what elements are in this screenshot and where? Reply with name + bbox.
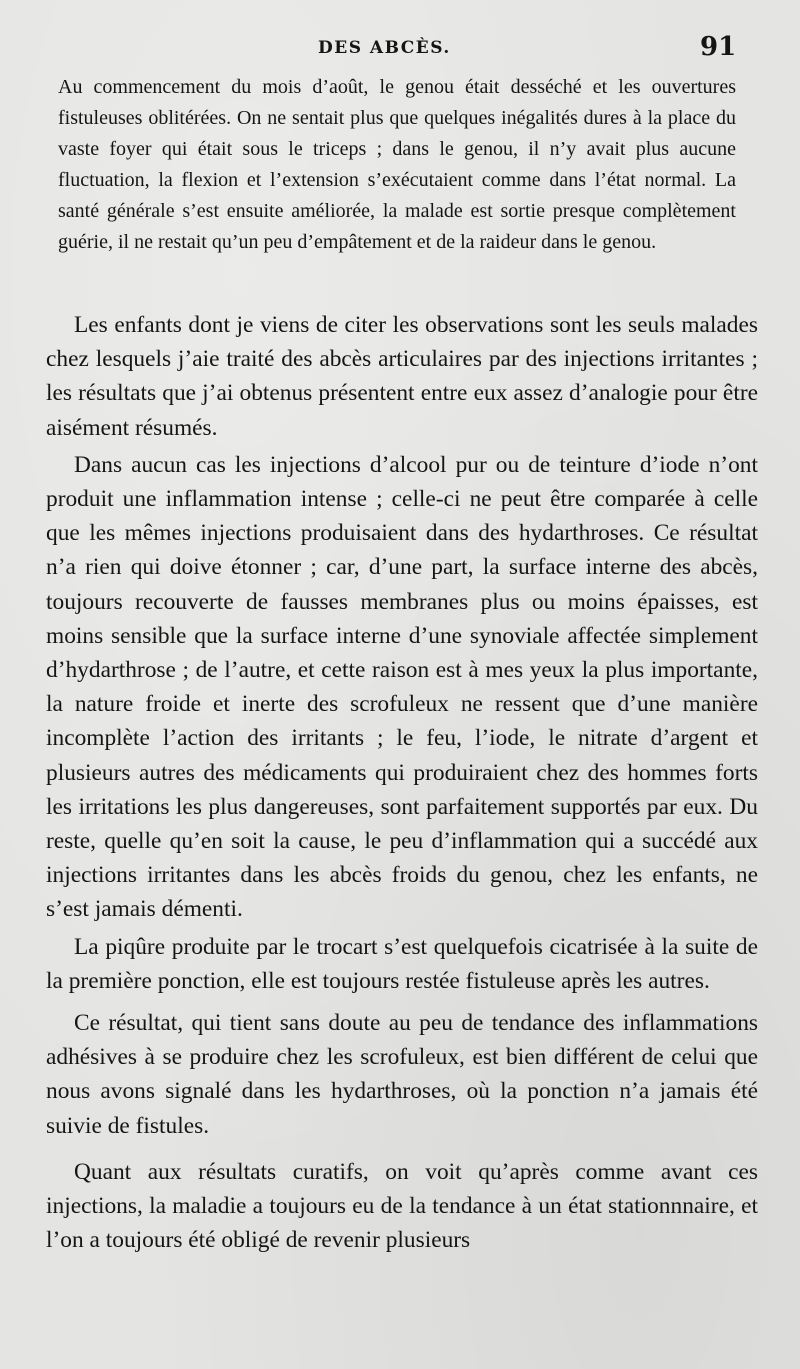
main-text (46, 308, 758, 1257)
paragraph-inflammation: Dans aucun cas les injections d’alcool pur ou de teinture d’iode n’ont produit une inflammation intense ; celle-ci ne peut être comparée à celle que les mêmes injections produisaient dans des hydarthroses. Ce résultat n’a rien qui doive étonner ; car, d’une part, la surface interne des abcès, toujours recouverte de fausses membranes plus ou moins épaisses, est moins sensible que la surface interne d’une synoviale affectée simplement d’hydarthrose ; de l’autre, et cette raison est à mes yeux la plus importante, la nature froide et inerte des scrofuleux ne ressent que d’une manière incomplète l’action des irritants ; le feu, l’iode, le nitrate d’argent et plusieurs autres des médicaments qui produiraient chez des hommes forts les irritations les plus dangereuses, sont parfaitement supportés par eux. Du reste, quelle qu’en soit la cause, le peu d’inflammation qui a succédé aux injections irritantes dans les abcès froids du genou, chez les enfants, ne s’est jamais démenti. (46, 451, 758, 923)
paragraph-curative: Quant aux résultats curatifs, on voit qu’après comme avant ces injections, la maladie a toujours eu de la tendance à un état stationnnaire, et l’on a toujours été obligé de revenir plusieurs (46, 1158, 758, 1254)
observation-paragraph: Au commencement du mois d’août, le genou était desséché et les ouvertures fistuleuses oblitérées. On ne sentait plus que quelques inégalités dures à la place du vaste foyer qui était sous le triceps ; dans le genou, il n’y avait plus aucune fluctuation, la flexion et l’extension s’exécutaient comme dans l’état normal. La santé générale s’est ensuite améliorée, la malade est sortie presque complètement guérie, il ne restait qu’un peu d’empâtement et de la raideur dans le genou. (58, 76, 736, 253)
observation-block (58, 72, 736, 258)
running-title: DES ABCÈS. (318, 38, 451, 58)
running-head (0, 34, 800, 64)
page-number: 91 (700, 32, 737, 62)
paragraph-summary: Les enfants dont je viens de citer les observations sont les seuls malades chez lesquels j’aie traité des abcès articulaires par des injections irritantes ; les résultats que j’ai obtenus présentent entre eux assez d’analogie pour être aisément résumés. (46, 312, 758, 441)
paragraph-result: Ce résultat, qui tient sans doute au peu de tendance des inflammations adhésives à se produire chez les scrofuleux, est bien différent de celui que nous avons signalé dans les hydarthroses, où la ponction n’a jamais été suivie de fistules. (46, 1010, 758, 1139)
paragraph-puncture: La piqûre produite par le trocart s’est quelquefois cicatrisée à la suite de la première ponction, elle est toujours restée fistuleuse après les autres. (46, 933, 758, 994)
